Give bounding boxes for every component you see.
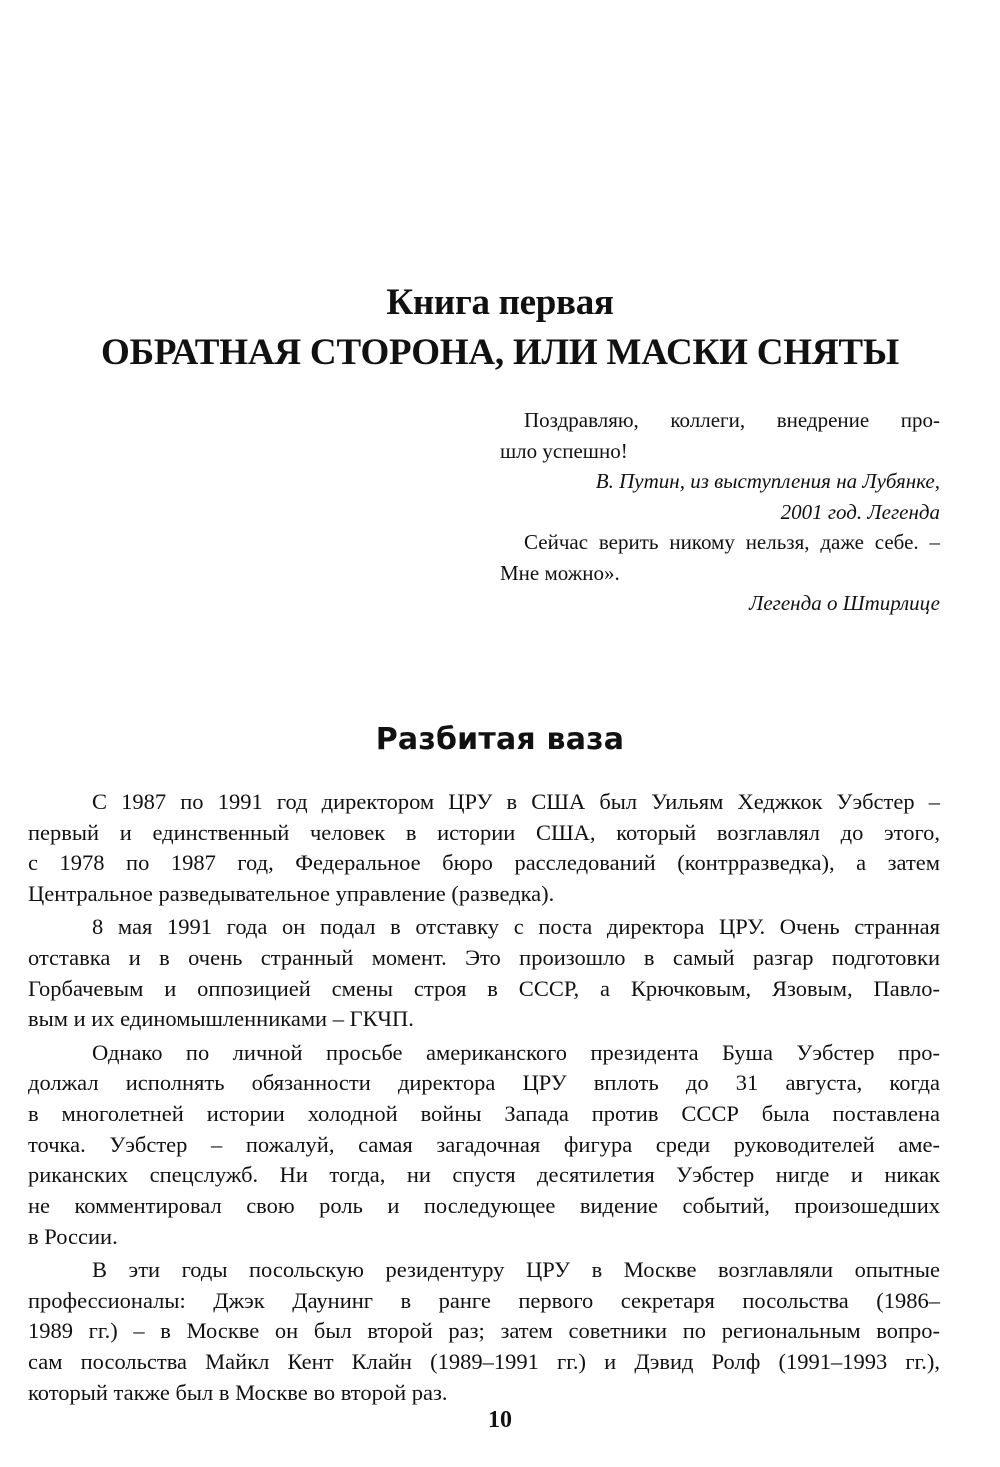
paragraph-line: точка. Уэбстер – пожалуй, самая загадочная фигура среди руководителей аме-	[28, 1131, 940, 1157]
paragraph-line: В эти годы посольскую резидентуру ЦРУ в Москве возглавляли опытные	[92, 1257, 940, 1283]
paragraph-line: вым и их единомышленниками – ГКЧП.	[28, 1006, 414, 1032]
book-part-label: Книга первая	[386, 282, 614, 323]
paragraph-line: с 1978 по 1987 год, Федеральное бюро расследований (контрразведка), а затем	[28, 850, 940, 876]
epigraph	[500, 405, 940, 619]
paragraph-line: Центральное разведывательное управление (разведка).	[28, 881, 555, 907]
paragraph-3	[28, 1038, 940, 1253]
paragraph-line: Однако по личной просьбе американского президента Буша Уэбстер про-	[92, 1039, 940, 1065]
paragraph-line: не комментировал свою роль и последующее видение событий, произошедших	[28, 1193, 940, 1219]
book-title	[0, 278, 1000, 378]
epigraph-attribution-2	[500, 588, 940, 619]
paragraph-line: который также был в Москве во второй раз.	[28, 1379, 448, 1405]
paragraph-line: должал исполнять обязанности директора ЦРУ вплоть до 31 августа, когда	[28, 1070, 940, 1096]
paragraph-line: в многолетней истории холодной войны Запада против СССР была поставлена	[28, 1101, 940, 1127]
epigraph-attribution-1-line-1: В. Путин, из выступления на Лубянке,	[595, 469, 940, 493]
epigraph-quote-1	[500, 405, 940, 466]
paragraph-line: профессионалы: Джэк Даунинг в ранге первого секретаря посольства (1986–	[28, 1287, 940, 1313]
paragraph-line: Горбачевым и оппозицией смены строя в СССР, а Крючковым, Язовым, Павло-	[28, 975, 940, 1001]
paragraph-line: С 1987 по 1991 год директором ЦРУ в США был Уильям Хеджкок Уэбстер –	[92, 789, 940, 814]
epigraph-attribution-2-line: Легенда о Штирлице	[749, 591, 940, 615]
section-heading: Разбитая ваза	[375, 722, 625, 757]
paragraph-line: 8 мая 1991 года он подал в отставку с поста директора ЦРУ. Очень странная	[92, 914, 940, 940]
paragraph-line: сам посольства Майкл Кент Клайн (1989–1991 гг.) и Дэвид Ролф (1991–1993 гг.),	[28, 1349, 940, 1375]
paragraph-1	[28, 787, 940, 910]
paragraph-line: 1989 гг.) – в Москве он был второй раз; затем советники по региональным вопро-	[28, 1318, 940, 1344]
epigraph-quote-1-line-1: Поздравляю, коллеги, внедрение про-	[524, 408, 940, 432]
epigraph-quote-2	[500, 527, 940, 588]
epigraph-attribution-1-line-2: 2001 год. Легенда	[780, 499, 940, 524]
page-number: 10	[488, 1407, 512, 1433]
paragraph-4	[28, 1255, 940, 1409]
epigraph-quote-2-line-2: Мне можно».	[500, 560, 620, 585]
epigraph-attribution-1	[500, 466, 940, 527]
paragraph-line: первый и единственный человек в истории США, который возглавлял до этого,	[28, 819, 940, 845]
book-part-title: ОБРАТНАЯ СТОРОНА, ИЛИ МАСКИ СНЯТЫ	[101, 332, 899, 373]
paragraph-line: в России.	[28, 1223, 118, 1249]
paragraph-line: отставка и в очень странный момент. Это произошло в самый разгар подготовки	[28, 945, 940, 971]
paragraph-2	[28, 912, 940, 1035]
paragraph-line: риканских спецслужб. Ни тогда, ни спустя десятилетия Уэбстер нигде и никак	[28, 1162, 940, 1188]
body-text	[28, 787, 940, 1411]
epigraph-quote-1-line-2: шло успешно!	[500, 438, 628, 463]
epigraph-quote-2-line-1: Сейчас верить никому нельзя, даже себе. –	[524, 530, 940, 554]
